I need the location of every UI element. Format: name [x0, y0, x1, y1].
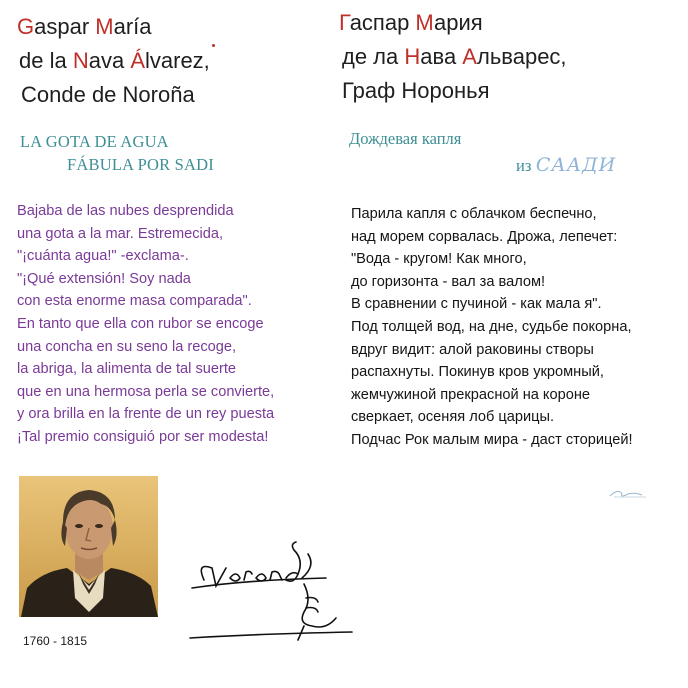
poem-line: сверкает, осеняя лоб царицы.	[351, 409, 555, 426]
russian-subtitle-2	[516, 154, 616, 176]
poem-line: распахнуты. Покинув кров укромный,	[351, 364, 604, 381]
russian-title-line-1	[339, 6, 567, 40]
title-text: льварес,	[476, 44, 567, 69]
poem-line: ¡Tal premio consiguió por ser modesta!	[17, 428, 269, 445]
title-capital-letter: М	[415, 10, 434, 35]
title-text: ава	[420, 44, 463, 69]
poem-line: que en una hermosa perla se convierte,	[17, 383, 275, 400]
poem-line: y ora brilla en la frente de un rey puesta	[17, 406, 275, 423]
russian-title-line-3	[339, 74, 567, 108]
saadi-name: СААДИ	[535, 154, 617, 176]
spanish-title	[17, 10, 210, 112]
poem-line: вдруг видит: алой раковины створы	[351, 341, 594, 358]
signature-image	[186, 540, 356, 644]
title-text: аспар	[349, 10, 416, 35]
poem-line: una concha en su seno la recoge,	[17, 338, 237, 355]
title-text: ava	[88, 48, 131, 73]
russian-subtitle-prefix: из	[516, 156, 532, 175]
title-capital-letter: Á	[130, 48, 145, 73]
poem-line: жемчужиной прекрасной на короне	[351, 386, 591, 403]
title-capital-letter: M	[95, 14, 114, 39]
russian-title-line-2	[339, 40, 567, 74]
scribble-mark	[606, 486, 650, 500]
spanish-subtitle-2: FÁBULA POR SADI	[67, 155, 214, 174]
poem-line: con esta enorme masa comparada".	[17, 293, 252, 310]
russian-title	[339, 6, 567, 108]
poem-line: la abriga, la alimenta de tal suerte	[17, 361, 237, 378]
spanish-title-line-3	[17, 78, 210, 112]
title-capital-letter: Г	[339, 10, 350, 35]
poem-line: Подчас Рок малым мира - даст сторицей!	[351, 431, 633, 448]
spanish-subtitle-1: LA GOTA DE AGUA	[20, 132, 169, 151]
poem-line: "¡Qué extensión! Soy nada	[17, 270, 191, 287]
title-capital-letter: G	[17, 14, 35, 39]
poem-line: En tanto que ella con rubor se encoge	[17, 315, 264, 332]
title-text: aspar	[34, 14, 96, 39]
spanish-title-line-2	[17, 44, 210, 78]
title-text: aría	[113, 14, 152, 39]
title-capital-letter: Н	[404, 44, 421, 69]
life-years: 1760 - 1815	[23, 634, 88, 648]
title-text: de la	[19, 48, 73, 73]
poem-line: Под толщей вод, на дне, судьбе покорна,	[351, 318, 632, 335]
title-text: де ла	[342, 44, 405, 69]
portrait-image	[19, 476, 158, 617]
poem-line: В сравнении с пучиной - как мала я".	[351, 296, 602, 313]
poem-line: una gota a la mar. Estremecida,	[17, 225, 224, 242]
title-text: lvarez,	[145, 48, 210, 73]
title-capital-letter: N	[72, 48, 89, 73]
title-text: Граф Норонья	[342, 78, 490, 103]
spanish-poem	[17, 200, 274, 449]
poem-line: Парила капля с облачком беспечно,	[351, 206, 597, 222]
poem-line: "¡cuánta agua!" -exclama-.	[17, 248, 189, 265]
title-capital-letter: А	[462, 44, 477, 69]
spanish-title-line-1	[17, 10, 210, 44]
poem-line: до горизонта - вал за валом!	[351, 273, 546, 290]
russian-subtitle-1: Дождевая капля	[349, 129, 462, 148]
poem-line: над морем сорвалась. Дрожа, лепечет:	[351, 228, 618, 245]
russian-poem	[351, 203, 633, 452]
decorative-dot	[212, 44, 215, 47]
poem-line: "Вода - кругом! Как много,	[351, 251, 527, 268]
poem-line: Bajaba de las nubes desprendida	[17, 203, 234, 219]
title-text: Conde de Noroña	[21, 82, 195, 107]
title-text: ария	[434, 10, 483, 35]
